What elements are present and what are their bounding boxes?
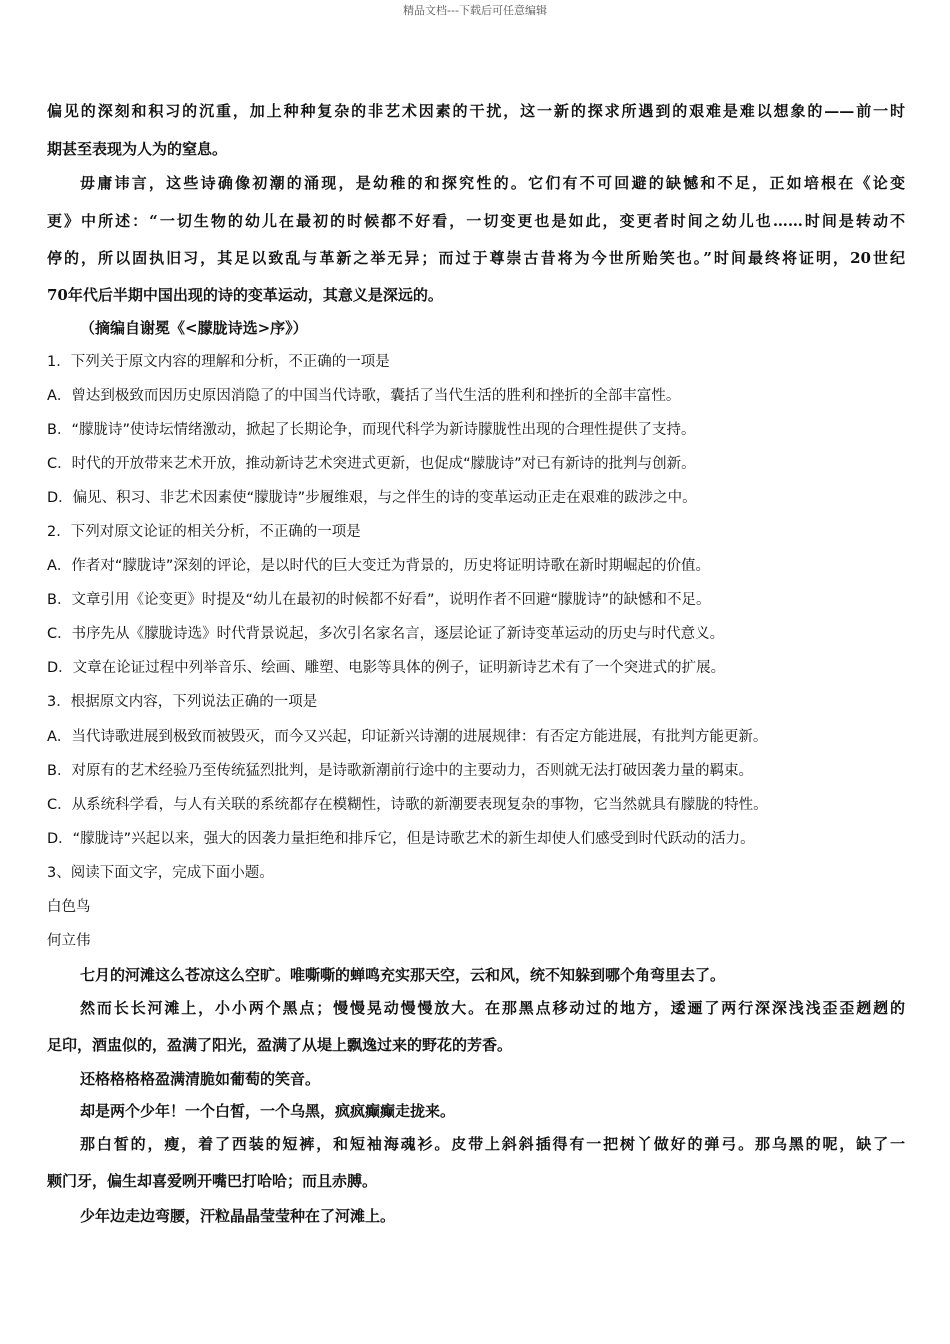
question-3-stem: 3．根据原文内容，下列说法正确的一项是 <box>47 694 318 710</box>
story-paragraph-line: 然而长长河滩上，小小两个黑点；慢慢晃动慢慢放大。在那黑点移动过的地方，逶逦了两行深深浅浅歪歪趔趔的 <box>80 999 905 1017</box>
source-citation: （摘编自谢冕《<朦胧诗选>序》） <box>80 319 308 337</box>
story-paragraph-line: 还格格格格盈满清脆如葡萄的笑音。 <box>80 1070 321 1088</box>
question-2-option-b: B．文章引用《论变更》时提及“幼儿在最初的时候都不好看”，说明作者不回避“朦胧诗”的缺憾和不足。 <box>47 592 711 608</box>
question-3-option-b: B．对原有的艺术经验乃至传统猛烈批判，是诗歌新潮前行途中的主要动力，否则就无法打破因袭力量的羁束。 <box>47 763 753 779</box>
question-1-option-d: D．偏见、积习、非艺术因素使“朦胧诗”步履维艰，与之伴生的诗的变革运动正走在艰难的跋涉之中。 <box>47 490 697 506</box>
story-paragraph-line: 足印，酒盅似的，盈满了阳光，盈满了从堤上飘逸过来的野花的芳香。 <box>47 1036 513 1054</box>
story-title: 白色鸟 <box>47 899 91 915</box>
paragraph-line: 停的，所以固执旧习，其足以致乱与革新之举无异；而过于尊崇古昔将为今世所贻笑也。”时间最终将证明，20世纪 <box>47 249 905 267</box>
question-1-stem: 1．下列关于原文内容的理解和分析，不正确的一项是 <box>47 354 390 370</box>
question-1-option-a: A．曾达到极致而因历史原因消隐了的中国当代诗歌，囊括了当代生活的胜利和挫折的全部丰富性。 <box>47 388 681 404</box>
question-2-option-a: A．作者对“朦胧诗”深刻的评论，是以时代的巨大变迁为背景的，历史将证明诗歌在新时期崛起的价值。 <box>47 558 710 574</box>
story-paragraph-line: 少年边走边弯腰，汗粒晶晶莹莹种在了河滩上。 <box>80 1207 396 1225</box>
question-3-option-a: A．当代诗歌进展到极致而被毁灭，而今又兴起，印证新兴诗潮的进展规律：有否定方能进展，有批判方能更新。 <box>47 729 768 745</box>
page-header-note: 精品文档---下载后可任意编辑 <box>403 4 547 17</box>
question-2-option-d: D．文章在论证过程中列举音乐、绘画、雕塑、电影等具体的例子，证明新诗艺术有了一个突进式的扩展。 <box>47 660 726 676</box>
paragraph-line: 期甚至表现为人为的窒息。 <box>47 140 228 158</box>
question-2-option-c: C．书序先从《朦胧诗选》时代背景说起，多次引名家名言，逐层论证了新诗变革运动的历史与时代意义。 <box>47 626 725 642</box>
question-1-option-b: B．“朦胧诗”使诗坛情绪激动，掀起了长期论争，而现代科学为新诗朦胧性出现的合理性提供了支持。 <box>47 422 696 438</box>
question-2-stem: 2．下列对原文论证的相关分析，不正确的一项是 <box>47 524 361 540</box>
paragraph-line: 毋庸讳言，这些诗确像初潮的涌现，是幼稚的和探究性的。它们有不可回避的缺憾和不足，正如培根在《论变 <box>80 174 905 192</box>
story-paragraph-line: 那白皙的，瘦，着了西装的短裤，和短袖海魂衫。皮带上斜斜插得有一把树丫做好的弹弓。那乌黑的呢，缺了一 <box>80 1135 905 1153</box>
question-3-option-d: D．“朦胧诗”兴起以来，强大的因袭力量拒绝和排斥它，但是诗歌艺术的新生却使人们感受到时代跃动的活力。 <box>47 831 755 847</box>
story-paragraph-line: 颗门牙，偏生却喜爱咧开嘴巴打哈哈；而且赤膊。 <box>47 1172 378 1190</box>
question-3-option-c: C．从系统科学看，与人有关联的系统都存在模糊性，诗歌的新潮要表现复杂的事物，它当然就具有朦胧的特性。 <box>47 797 768 813</box>
paragraph-line: 70年代后半期中国出现的诗的变革运动，其意义是深远的。 <box>47 286 443 304</box>
section-3-intro: 3、阅读下面文字，完成下面小题。 <box>47 865 274 881</box>
paragraph-line: 更》中所述：“一切生物的幼儿在最初的时候都不好看，一切变更也是如此，变更者时间之幼儿也……时间是转动不 <box>47 212 905 230</box>
story-paragraph-line: 却是两个少年！一个白皙，一个乌黑，疯疯癫癫走拢来。 <box>80 1102 456 1120</box>
question-1-option-c: C．时代的开放带来艺术开放，推动新诗艺术突进式更新，也促成“朦胧诗”对已有新诗的批判与创新。 <box>47 456 696 472</box>
story-author: 何立伟 <box>47 933 91 949</box>
story-paragraph-line: 七月的河滩这么苍凉这么空旷。唯嘶嘶的蝉鸣充实那天空，云和风，统不知躲到哪个角弯里去了。 <box>80 966 726 984</box>
paragraph-line: 偏见的深刻和积习的沉重，加上种种复杂的非艺术因素的干扰，这一新的探求所遇到的艰难是难以想象的——前一时 <box>47 102 905 120</box>
